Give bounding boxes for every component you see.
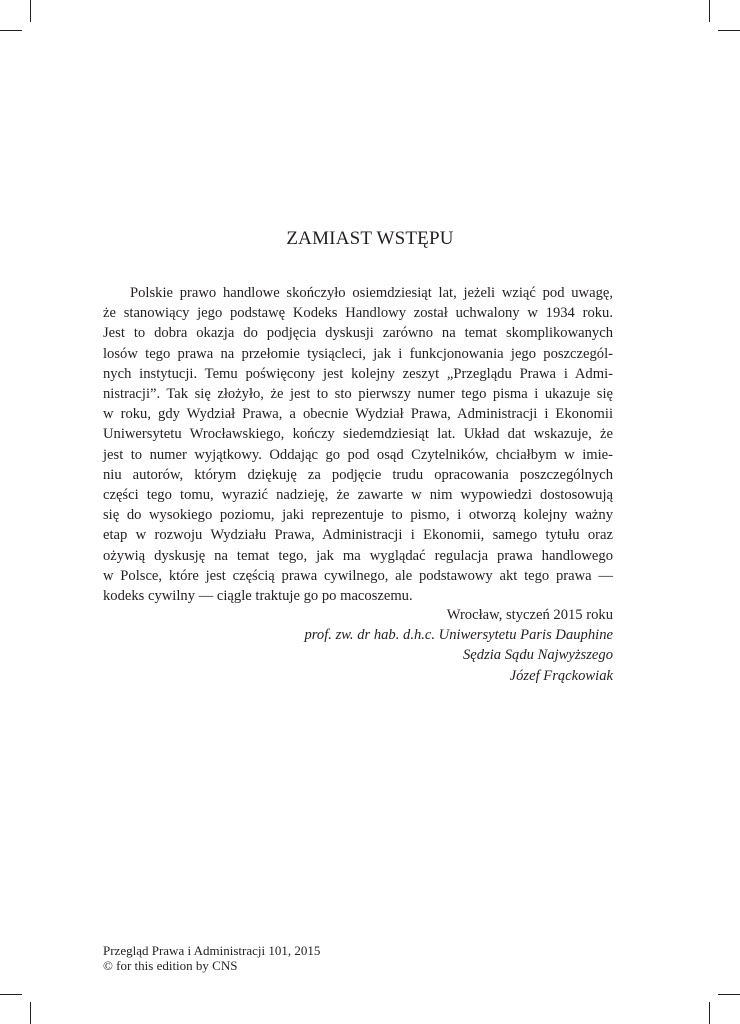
page-footer [103,943,320,973]
text-line: losów tego prawa na przełomie tysiącleci, jak i funkcjonowania jego poszczegól- [103,345,613,362]
author-name: Józef Frąckowiak [509,667,613,684]
text-line: się do wysokiego poziomu, jaki reprezentuje to pismo, i otworzą kolejny ważny [103,507,613,524]
text-line: nych instytucji. Temu poświęcony jest kolejny zeszyt „Przeglądu Prawa i Admi- [103,365,613,382]
signature-block [103,605,613,686]
text-line: Polskie prawo handlowe skończyło osiemdziesiąt lat, jeżeli wziąć pod uwagę, [130,285,613,301]
text-line: że stanowiący jego podstawę Kodeks Handlowy został uchwalony w 1934 roku. [103,305,613,322]
crop-mark-bottom-left-h [0,994,22,995]
text-line: w Polsce, które jest częścią prawa cywilnego, ale podstawowy akt tego prawa — [103,567,613,584]
crop-mark-top-left [30,0,31,22]
place-date: Wrocław, styczeń 2015 roku [446,607,613,623]
crop-mark-bottom-left [30,1002,31,1024]
text-line: Uniwersytetu Wrocławskiego, kończy siedemdziesiąt lat. Układ dat wskazuje, że [103,426,613,443]
crop-mark-bottom-right [709,1002,710,1024]
text-line: części tego tomu, wyrazić nadzieję, że zawarte w nim wypowiedzi dostosowują [103,487,613,504]
text-line: w roku, gdy Wydział Prawa, a obecnie Wydział Prawa, Administracji i Ekonomii [103,406,613,423]
crop-mark-bottom-right-h [718,994,740,995]
crop-mark-top-right-h [718,30,740,31]
author-position: Sędzia Sądu Najwyższego [463,647,613,664]
text-line: kodeks cywilny — ciągle traktuje go po macoszemu. [103,588,413,605]
text-line: niu autorów, którym dziękuję za podjęcie trudu opracowania poszczególnych [103,466,613,483]
preface-paragraph [103,283,613,606]
page-title: ZAMIAST WSTĘPU [286,228,454,249]
text-line: etap w rozwoju Wydziału Prawa, Administracji i Ekonomii, samego tytułu oraz [103,527,613,544]
text-line: jest to numer wyjątkowy. Oddając go pod osąd Czytelników, chciałbym w imie- [103,446,613,463]
copyright-notice: © for this edition by CNS [103,958,238,973]
text-line: Jest to dobra okazja do podjęcia dyskusji zarówno na temat skomplikowanych [103,325,613,342]
text-line: nistracji”. Tak się złożyło, że jest to sto pierwszy numer tego pisma i ukazuje się [103,386,613,403]
journal-citation: Przegląd Prawa i Administracji 101, 2015 [103,943,321,958]
text-line: ożywią dyskusję na temat tego, jak ma wyglądać regulacja prawa handlowego [103,547,613,564]
crop-mark-top-right [709,0,710,22]
author-title: prof. zw. dr hab. d.h.c. Uniwersytetu Paris Dauphine [304,627,613,644]
crop-mark-top-left-h [0,30,22,31]
